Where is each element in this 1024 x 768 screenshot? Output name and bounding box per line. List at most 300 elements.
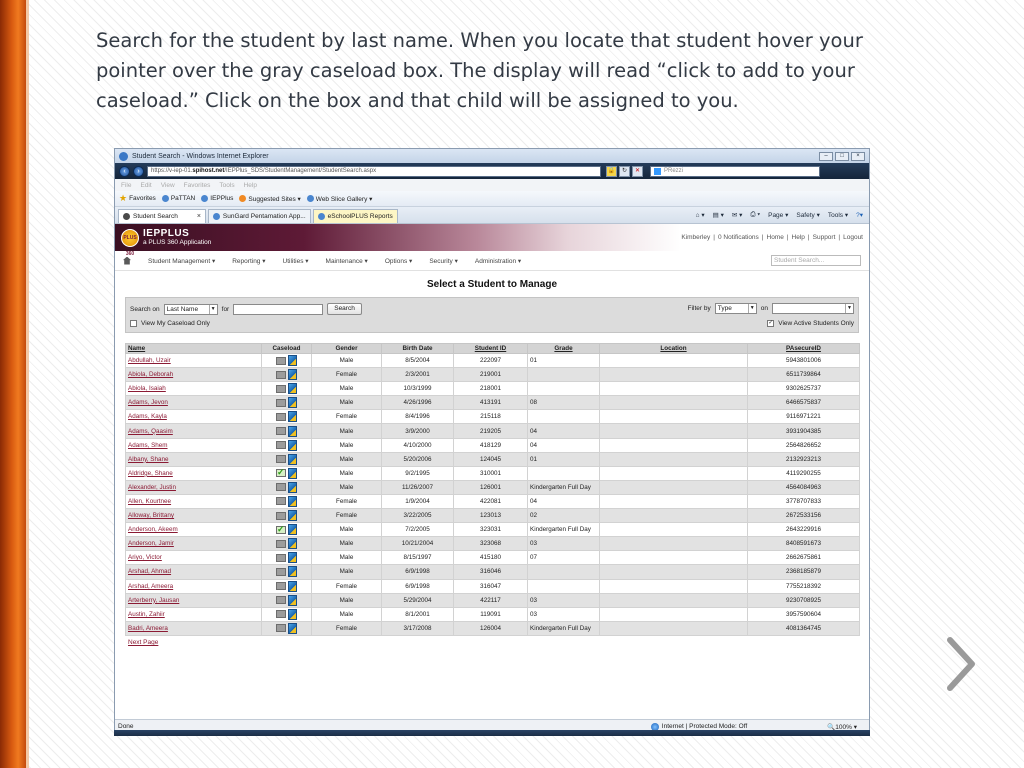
- student-name-link[interactable]: Aldridge, Shane: [126, 466, 262, 480]
- caseload-cell: [262, 382, 312, 396]
- support-link[interactable]: Support: [812, 234, 836, 241]
- student-id-cell: 323031: [454, 523, 528, 537]
- menu-edit[interactable]: Edit: [140, 181, 152, 189]
- next-page-link[interactable]: Next Page: [128, 638, 159, 646]
- caseload-toggle[interactable]: [276, 441, 286, 449]
- fav-suggested-sites[interactable]: [239, 195, 300, 203]
- grade-cell: Kindergarten Full Day: [528, 523, 600, 537]
- app-nav: [115, 251, 869, 271]
- star-icon: ★: [119, 193, 128, 203]
- birth-date-cell: 5/29/2004: [382, 593, 454, 607]
- separator: |: [807, 234, 810, 241]
- tools-menu[interactable]: Tools ▾: [827, 212, 849, 219]
- url-field[interactable]: [147, 166, 601, 177]
- chevron-down-icon: ▼: [748, 304, 756, 313]
- grade-cell: 08: [528, 396, 600, 410]
- table-row: [126, 438, 860, 452]
- birth-date-cell: 8/15/1997: [382, 551, 454, 565]
- menu-favorites[interactable]: Favorites: [183, 181, 211, 189]
- caseload-cell: [262, 410, 312, 424]
- pasecureid-cell: 2564826652: [748, 438, 860, 452]
- student-name-link[interactable]: Abdullah, Uzair: [126, 354, 262, 368]
- separator: |: [838, 234, 841, 241]
- profile-icon[interactable]: [288, 566, 297, 577]
- fav-iepplus[interactable]: [201, 195, 233, 202]
- col-caseload: Caseload: [262, 344, 312, 354]
- caseload-toggle[interactable]: [276, 427, 286, 435]
- logout-link[interactable]: Logout: [843, 234, 863, 241]
- student-id-cell: 126004: [454, 621, 528, 635]
- search-provider-label: PRezzi: [664, 168, 684, 174]
- student-id-cell: 219205: [454, 424, 528, 438]
- ie-icon: [119, 152, 128, 161]
- gender-cell: Female: [312, 621, 382, 635]
- separator: |: [761, 234, 764, 241]
- browser-menubar: [115, 179, 869, 191]
- profile-icon[interactable]: [288, 538, 297, 549]
- search-button[interactable]: Search: [327, 303, 362, 315]
- student-id-cell: 413191: [454, 396, 528, 410]
- nav-maintenance[interactable]: Maintenance ▾: [325, 257, 368, 265]
- close-button[interactable]: ×: [851, 152, 865, 161]
- windows-taskbar: [114, 730, 870, 736]
- student-id-cell: 123013: [454, 509, 528, 523]
- col-birth-date: Birth Date: [382, 344, 454, 354]
- nav-utilities[interactable]: Utilities ▾: [282, 257, 309, 265]
- birth-date-cell: 6/9/1998: [382, 579, 454, 593]
- favorites-label: Favorites: [129, 195, 156, 202]
- left-accent-bar: [0, 0, 26, 768]
- for-label: for: [221, 305, 230, 313]
- location-cell: [600, 523, 748, 537]
- filter-value: Type: [717, 305, 732, 312]
- back-icon[interactable]: ‹: [119, 166, 130, 177]
- location-cell: [600, 354, 748, 368]
- next-arrow-icon[interactable]: [944, 636, 978, 692]
- grade-cell: 04: [528, 424, 600, 438]
- gender-cell: Male: [312, 424, 382, 438]
- menu-file[interactable]: File: [121, 181, 132, 189]
- active-only-label: View Active Students Only: [778, 320, 854, 327]
- caseload-toggle[interactable]: [276, 512, 286, 520]
- nav-reporting[interactable]: Reporting ▾: [232, 257, 266, 265]
- student-name-link[interactable]: Alexander, Justin: [126, 480, 262, 494]
- table-row: [126, 509, 860, 523]
- student-grid: [125, 343, 859, 646]
- table-row: [126, 537, 860, 551]
- caseload-cell: [262, 480, 312, 494]
- profile-icon[interactable]: [288, 482, 297, 493]
- caseload-only-label: View My Caseload Only: [141, 320, 210, 327]
- location-cell: [600, 494, 748, 508]
- caseload-cell: [262, 424, 312, 438]
- menu-view[interactable]: View: [160, 181, 175, 189]
- location-cell: [600, 480, 748, 494]
- location-cell: [600, 438, 748, 452]
- location-cell: [600, 621, 748, 635]
- tab-icon: [123, 213, 130, 220]
- student-id-cell: 418129: [454, 438, 528, 452]
- maximize-button[interactable]: □: [835, 152, 849, 161]
- location-cell: [600, 424, 748, 438]
- minimize-button[interactable]: –: [819, 152, 833, 161]
- pasecureid-cell: 9116971221: [748, 410, 860, 424]
- location-cell: [600, 607, 748, 621]
- caseload-toggle[interactable]: [276, 469, 286, 477]
- profile-icon[interactable]: [288, 595, 297, 606]
- birth-date-cell: 11/26/2007: [382, 480, 454, 494]
- caseload-toggle[interactable]: [276, 399, 286, 407]
- page-menu[interactable]: Page ▾: [768, 212, 789, 219]
- separator: |: [786, 234, 789, 241]
- col-grade[interactable]: Grade: [528, 344, 600, 354]
- table-row: [126, 452, 860, 466]
- search-on-label: Search on: [130, 305, 160, 313]
- fav-pattan[interactable]: [162, 195, 195, 202]
- profile-icon[interactable]: [288, 411, 297, 422]
- profile-icon[interactable]: [288, 426, 297, 437]
- birth-date-cell: 2/3/2001: [382, 368, 454, 382]
- student-id-cell: 219001: [454, 368, 528, 382]
- pasecureid-cell: 3957590604: [748, 607, 860, 621]
- fav-label: Suggested Sites ▾: [248, 195, 301, 203]
- fav-label: IEPPlus: [210, 195, 234, 202]
- caseload-toggle[interactable]: [276, 540, 286, 548]
- home-cmd-icon[interactable]: ⌂ ▾: [695, 212, 705, 219]
- search-on-select[interactable]: [164, 304, 218, 315]
- location-cell: [600, 537, 748, 551]
- grade-cell: [528, 565, 600, 579]
- student-name-link[interactable]: Adams, Qaasim: [126, 424, 262, 438]
- status-text: Done: [118, 723, 134, 730]
- safety-menu[interactable]: Safety ▾: [796, 212, 820, 219]
- caseload-toggle[interactable]: [276, 385, 286, 393]
- zoom-value: 100%: [835, 723, 852, 731]
- pasecureid-cell: 9302625737: [748, 382, 860, 396]
- student-id-cell: 222097: [454, 354, 528, 368]
- print-icon[interactable]: ⎙ ▾: [750, 211, 761, 218]
- student-search-input[interactable]: Student Search...: [771, 255, 861, 266]
- caseload-cell: [262, 509, 312, 523]
- favorites-bar: [115, 191, 869, 207]
- zoom-level[interactable]: 🔍100% ▾: [827, 723, 857, 731]
- caseload-only-checkbox[interactable]: [130, 320, 137, 327]
- location-cell: [600, 565, 748, 579]
- tab-sungard[interactable]: [208, 209, 311, 223]
- grade-cell: [528, 410, 600, 424]
- nav-student-management[interactable]: Student Management ▾: [148, 257, 216, 265]
- profile-icon[interactable]: [288, 454, 297, 465]
- student-name-link[interactable]: Ariyo, Victor: [126, 551, 262, 565]
- birth-date-cell: 1/9/2004: [382, 494, 454, 508]
- grade-cell: Kindergarten Full Day: [528, 480, 600, 494]
- pasecureid-cell: 4564084963: [748, 480, 860, 494]
- tab-icon: [213, 213, 220, 220]
- grade-cell: 02: [528, 509, 600, 523]
- location-cell: [600, 410, 748, 424]
- table-row: [126, 480, 860, 494]
- birth-date-cell: 8/1/2001: [382, 607, 454, 621]
- location-cell: [600, 593, 748, 607]
- home-link[interactable]: Home: [766, 234, 784, 241]
- student-name-link[interactable]: Anderson, Akeem: [126, 523, 262, 537]
- stop-icon[interactable]: ✕: [632, 166, 643, 177]
- grade-cell: 03: [528, 593, 600, 607]
- caseload-toggle[interactable]: [276, 413, 286, 421]
- profile-icon[interactable]: [288, 355, 297, 366]
- fav-page-icon: [239, 195, 246, 202]
- student-name-link[interactable]: Adams, Shem: [126, 438, 262, 452]
- caseload-cell: [262, 551, 312, 565]
- gender-cell: Male: [312, 354, 382, 368]
- pasecureid-cell: 3931904385: [748, 424, 860, 438]
- search-input[interactable]: [233, 304, 323, 315]
- caseload-toggle[interactable]: [276, 624, 286, 632]
- table-header-row: [126, 344, 860, 354]
- profile-icon[interactable]: [288, 609, 297, 620]
- student-name-link[interactable]: Alloway, Brittany: [126, 509, 262, 523]
- birth-date-cell: 6/9/1998: [382, 565, 454, 579]
- grade-cell: 03: [528, 537, 600, 551]
- caseload-toggle[interactable]: [276, 582, 286, 590]
- caseload-cell: [262, 523, 312, 537]
- pasecureid-cell: 6466575837: [748, 396, 860, 410]
- profile-icon[interactable]: [288, 623, 297, 634]
- student-id-cell: 124045: [454, 452, 528, 466]
- filter-by-select[interactable]: [715, 303, 757, 314]
- birth-date-cell: 3/9/2000: [382, 424, 454, 438]
- birth-date-cell: 9/2/1995: [382, 466, 454, 480]
- gender-cell: Male: [312, 396, 382, 410]
- location-cell: [600, 452, 748, 466]
- student-id-cell: 415180: [454, 551, 528, 565]
- student-name-link[interactable]: Austin, Zahiir: [126, 607, 262, 621]
- refresh-icon[interactable]: ↻: [619, 166, 630, 177]
- caseload-toggle[interactable]: [276, 596, 286, 604]
- nav-options[interactable]: Options ▾: [384, 257, 413, 265]
- caseload-toggle[interactable]: [276, 610, 286, 618]
- favorites-button[interactable]: [119, 193, 156, 204]
- col-name[interactable]: Name: [126, 344, 262, 354]
- window-titlebar: [115, 149, 869, 163]
- gender-cell: Male: [312, 593, 382, 607]
- table-row: [126, 523, 860, 537]
- gender-cell: Female: [312, 509, 382, 523]
- grade-cell: Kindergarten Full Day: [528, 621, 600, 635]
- birth-date-cell: 3/17/2008: [382, 621, 454, 635]
- lock-icon[interactable]: 🔒: [606, 166, 617, 177]
- browser-window: [114, 148, 870, 734]
- help-link[interactable]: Help: [791, 234, 805, 241]
- caseload-cell: [262, 452, 312, 466]
- caseload-toggle[interactable]: [276, 371, 286, 379]
- table-row: [126, 424, 860, 438]
- caseload-cell: [262, 565, 312, 579]
- gender-cell: Male: [312, 480, 382, 494]
- pasecureid-cell: 2662675861: [748, 551, 860, 565]
- student-name-link[interactable]: Arterberry, Jausan: [126, 593, 262, 607]
- pasecureid-cell: 5943801006: [748, 354, 860, 368]
- separator: |: [713, 234, 715, 241]
- filter-on-select[interactable]: [772, 303, 854, 314]
- table-row: [126, 551, 860, 565]
- location-cell: [600, 509, 748, 523]
- caseload-cell: [262, 579, 312, 593]
- app-title: [143, 229, 211, 246]
- profile-icon[interactable]: [288, 581, 297, 592]
- feeds-icon[interactable]: ▤ ▾: [712, 212, 724, 219]
- app-logo: PLUS 360: [121, 229, 139, 247]
- student-id-cell: 215118: [454, 410, 528, 424]
- birth-date-cell: 4/26/1996: [382, 396, 454, 410]
- student-name-link[interactable]: Adams, Jevon: [126, 396, 262, 410]
- user-links: [681, 234, 863, 241]
- student-name-link[interactable]: Arshad, Ahmad: [126, 565, 262, 579]
- browser-search-field[interactable]: [650, 166, 820, 177]
- table-row: [126, 396, 860, 410]
- tab-student-search[interactable]: [118, 209, 206, 223]
- student-id-cell: 323068: [454, 537, 528, 551]
- gender-cell: Male: [312, 466, 382, 480]
- table-body: [126, 354, 860, 636]
- student-name-link[interactable]: Badri, Ameera: [126, 621, 262, 635]
- student-id-cell: 422081: [454, 494, 528, 508]
- student-id-cell: 316047: [454, 579, 528, 593]
- gender-cell: Female: [312, 579, 382, 593]
- location-cell: [600, 579, 748, 593]
- grade-cell: [528, 382, 600, 396]
- student-id-cell: 422117: [454, 593, 528, 607]
- col-pasecureid[interactable]: PAsecureID: [748, 344, 860, 354]
- tab-label: Student Search: [133, 213, 178, 220]
- fav-web-slice-gallery[interactable]: [307, 195, 373, 203]
- table-row: [126, 382, 860, 396]
- notifications-link[interactable]: 0 Notifications: [717, 234, 759, 241]
- caseload-cell: [262, 466, 312, 480]
- app-header: [115, 224, 869, 257]
- pasecureid-cell: 2368185879: [748, 565, 860, 579]
- profile-icon[interactable]: [288, 468, 297, 479]
- menu-help[interactable]: Help: [243, 181, 257, 189]
- pasecureid-cell: 8408591673: [748, 537, 860, 551]
- profile-icon[interactable]: [288, 510, 297, 521]
- mail-icon[interactable]: ✉ ▾: [731, 212, 743, 219]
- student-name-link[interactable]: Adams, Kayla: [126, 410, 262, 424]
- browser-tabbar: [115, 207, 869, 224]
- menu-tools[interactable]: Tools: [219, 181, 235, 189]
- pasecureid-cell: 2643229916: [748, 523, 860, 537]
- tab-label: SunGard Pentamation App...: [222, 213, 306, 220]
- app-tagline: a PLUS 360 Application: [143, 239, 212, 246]
- profile-icon[interactable]: [288, 397, 297, 408]
- caseload-toggle[interactable]: [276, 483, 286, 491]
- chevron-down-icon: ▼: [209, 305, 217, 314]
- birth-date-cell: 10/21/2004: [382, 537, 454, 551]
- student-name-link[interactable]: Allen, Kourtnee: [126, 494, 262, 508]
- close-tab-icon[interactable]: ×: [196, 213, 201, 220]
- pasecureid-cell: 9230708925: [748, 593, 860, 607]
- help-icon[interactable]: ?▾: [856, 212, 863, 219]
- student-name-link[interactable]: Abiola, Isaiah: [126, 382, 262, 396]
- nav-administration[interactable]: Administration ▾: [474, 257, 522, 265]
- caseload-cell: [262, 621, 312, 635]
- student-table: [125, 343, 860, 636]
- student-name-link[interactable]: Abiola, Deborah: [126, 368, 262, 382]
- tab-icon: [318, 213, 325, 220]
- profile-icon[interactable]: [288, 552, 297, 563]
- profile-icon[interactable]: [288, 369, 297, 380]
- birth-date-cell: 4/10/2000: [382, 438, 454, 452]
- student-name-link[interactable]: Arshad, Ameera: [126, 579, 262, 593]
- col-location[interactable]: Location: [600, 344, 748, 354]
- caseload-toggle[interactable]: [276, 526, 286, 534]
- caseload-cell: [262, 438, 312, 452]
- grade-cell: [528, 368, 600, 382]
- fav-page-icon: [307, 195, 314, 202]
- birth-date-cell: 5/20/2006: [382, 452, 454, 466]
- forward-icon[interactable]: ›: [133, 166, 144, 177]
- student-id-cell: 218001: [454, 382, 528, 396]
- gender-cell: Male: [312, 438, 382, 452]
- caseload-cell: [262, 537, 312, 551]
- grade-cell: 07: [528, 551, 600, 565]
- location-cell: [600, 382, 748, 396]
- user-name[interactable]: Kimberley: [681, 234, 711, 241]
- caseload-cell: [262, 607, 312, 621]
- gender-cell: Male: [312, 551, 382, 565]
- table-row: [126, 579, 860, 593]
- grade-cell: 04: [528, 438, 600, 452]
- gender-cell: Male: [312, 382, 382, 396]
- caseload-toggle[interactable]: [276, 497, 286, 505]
- active-only-checkbox[interactable]: ✓: [768, 320, 774, 326]
- profile-icon[interactable]: [288, 440, 297, 451]
- search-panel: [125, 297, 859, 333]
- col-student-id[interactable]: Student ID: [454, 344, 528, 354]
- address-bar: [115, 163, 869, 179]
- birth-date-cell: 8/5/2004: [382, 354, 454, 368]
- birth-date-cell: 3/22/2005: [382, 509, 454, 523]
- caseload-cell: [262, 494, 312, 508]
- student-id-cell: 119091: [454, 607, 528, 621]
- pasecureid-cell: 2132923213: [748, 452, 860, 466]
- profile-icon[interactable]: [288, 383, 297, 394]
- window-title: Student Search - Windows Internet Explorer: [132, 152, 269, 160]
- caseload-toggle[interactable]: [276, 455, 286, 463]
- caseload-toggle[interactable]: [276, 568, 286, 576]
- search-on-value: Last Name: [166, 305, 199, 313]
- left-accent-edge: [26, 0, 29, 768]
- caseload-toggle[interactable]: [276, 554, 286, 562]
- grade-cell: 04: [528, 494, 600, 508]
- profile-icon[interactable]: [288, 496, 297, 507]
- caseload-cell: [262, 593, 312, 607]
- pasecureid-cell: 7755218392: [748, 579, 860, 593]
- fav-page-icon: [201, 195, 208, 202]
- caseload-toggle[interactable]: [276, 357, 286, 365]
- location-cell: [600, 368, 748, 382]
- location-cell: [600, 396, 748, 410]
- table-row: [126, 565, 860, 579]
- student-name-link[interactable]: Anderson, Jamir: [126, 537, 262, 551]
- tab-label: eSchoolPLUS Reports: [327, 213, 393, 220]
- pasecureid-cell: 6511739864: [748, 368, 860, 382]
- search-provider-icon: [654, 168, 661, 175]
- profile-icon[interactable]: [288, 524, 297, 535]
- tab-eschoolplus[interactable]: [313, 209, 398, 223]
- nav-security[interactable]: Security ▾: [429, 257, 458, 265]
- student-name-link[interactable]: Albany, Shane: [126, 452, 262, 466]
